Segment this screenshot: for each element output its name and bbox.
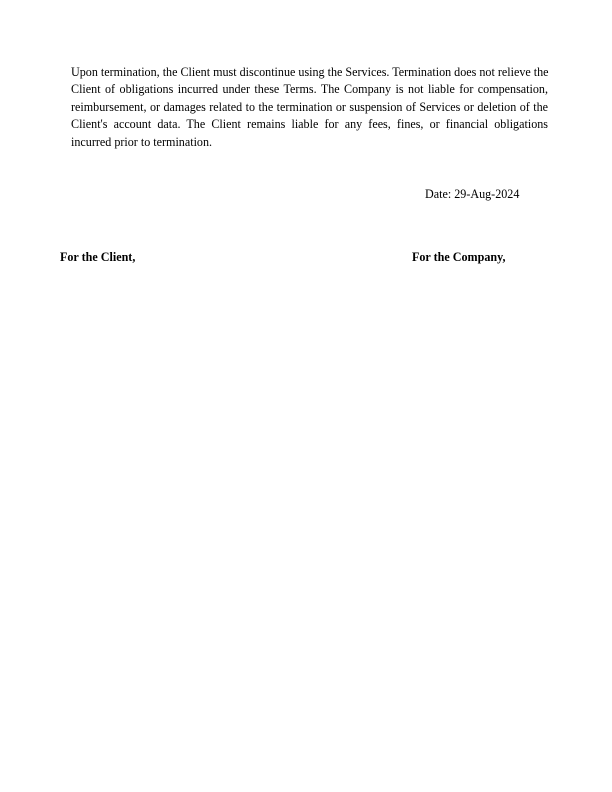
termination-paragraph [71, 64, 548, 151]
paragraph-line: reimbursement, or damages related to the termination or suspension of Services or deletion of the [71, 99, 548, 114]
paragraph-line: Upon termination, the Client must discontinue using the Services. Termination does not relieve the [71, 65, 549, 79]
date-value: 29-Aug-2024 [454, 187, 520, 201]
date-line [425, 186, 519, 203]
date-label: Date: [425, 187, 452, 201]
paragraph-line: Client of obligations incurred under these Terms. The Company is not liable for compensation, [71, 82, 548, 97]
client-signature-label: For the Client, [60, 250, 136, 264]
company-signature-label: For the Company, [412, 250, 506, 264]
paragraph-line: incurred prior to termination. [71, 134, 213, 149]
paragraph-line: Client's account data. The Client remains liable for any fees, fines, or financial obligations [71, 117, 548, 132]
